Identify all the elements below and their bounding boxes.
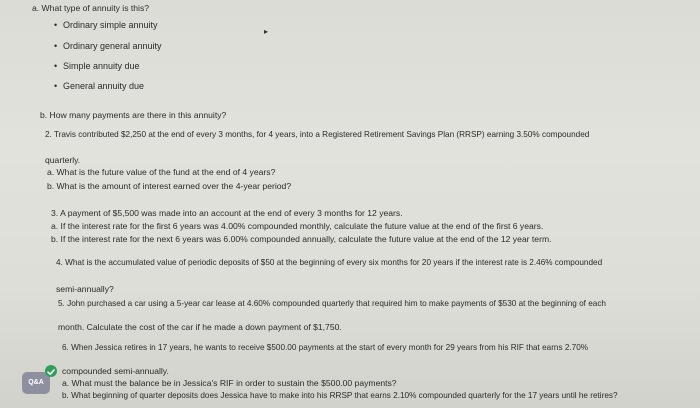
q2-part-a: a. What is the future value of the fund at the end of 4 years? (47, 167, 276, 177)
q3-text: 3. A payment of $5,500 was made into an account at the end of every 3 months for 12 years. (51, 208, 403, 218)
q4-text: 4. What is the accumulated value of periodic deposits of $50 at the beginning of every six months for 20 years if the interest rate is 2.46% compounded (56, 258, 603, 267)
option-ordinary-simple[interactable]: Ordinary simple annuity (63, 20, 158, 30)
q2-text-cont: quarterly. (45, 155, 81, 165)
bullet-icon: • (54, 41, 58, 51)
option-general-due[interactable]: General annuity due (63, 81, 145, 91)
q3-part-a: a. If the interest rate for the first 6 years was 4.00% compounded monthly, calculate the future value at the end of the first 6 years. (51, 221, 544, 231)
q6-text: 6. When Jessica retires in 17 years, he wants to receive $500.00 payments at the start of every month for 29 years from his RIF that earns 2.70% (62, 343, 589, 352)
qa-badge-label: Q&A (28, 379, 44, 386)
question-a: a. What type of annuity is this? (32, 3, 150, 13)
q6-part-a: a. What must the balance be in Jessica's RIF in order to sustain the $500.00 payments? (62, 378, 397, 388)
check-icon (45, 365, 57, 377)
q6-text-cont: compounded semi-annually. (62, 366, 169, 376)
bullet-icon: • (54, 20, 58, 30)
question-b: b. How many payments are there in this annuity? (40, 110, 227, 120)
q5-text: 5. John purchased a car using a 5-year car lease at 4.60% compounded quarterly that required him to make payments of $530 at the beginning of each (58, 299, 606, 308)
q2-part-b: b. What is the amount of interest earned over the 4-year period? (47, 181, 292, 191)
option-ordinary-general[interactable]: Ordinary general annuity (63, 41, 162, 51)
q4-text-cont: semi-annually? (56, 284, 114, 294)
bullet-icon: • (54, 81, 58, 91)
option-simple-due[interactable]: Simple annuity due (63, 61, 140, 71)
q6-part-b: b. What beginning of quarter deposits does Jessica have to make into his RRSP that earns 2.10% compounded quarterly for the 17 years until he retires? (62, 391, 618, 400)
bullet-icon: • (54, 61, 58, 71)
q2-text: 2. Travis contributed $2,250 at the end of every 3 months, for 4 years, into a Registered Retirement Savings Plan (RRSP) earning 3.50% compounded (45, 130, 590, 139)
mouse-cursor-icon: ▸ (264, 27, 269, 36)
q5-text-cont: month. Calculate the cost of the car if he made a down payment of $1,750. (58, 322, 342, 332)
q3-part-b: b. If the interest rate for the next 6 years was 6.00% compounded annually, calculate the future value at the end of the 12 year term. (51, 234, 552, 244)
